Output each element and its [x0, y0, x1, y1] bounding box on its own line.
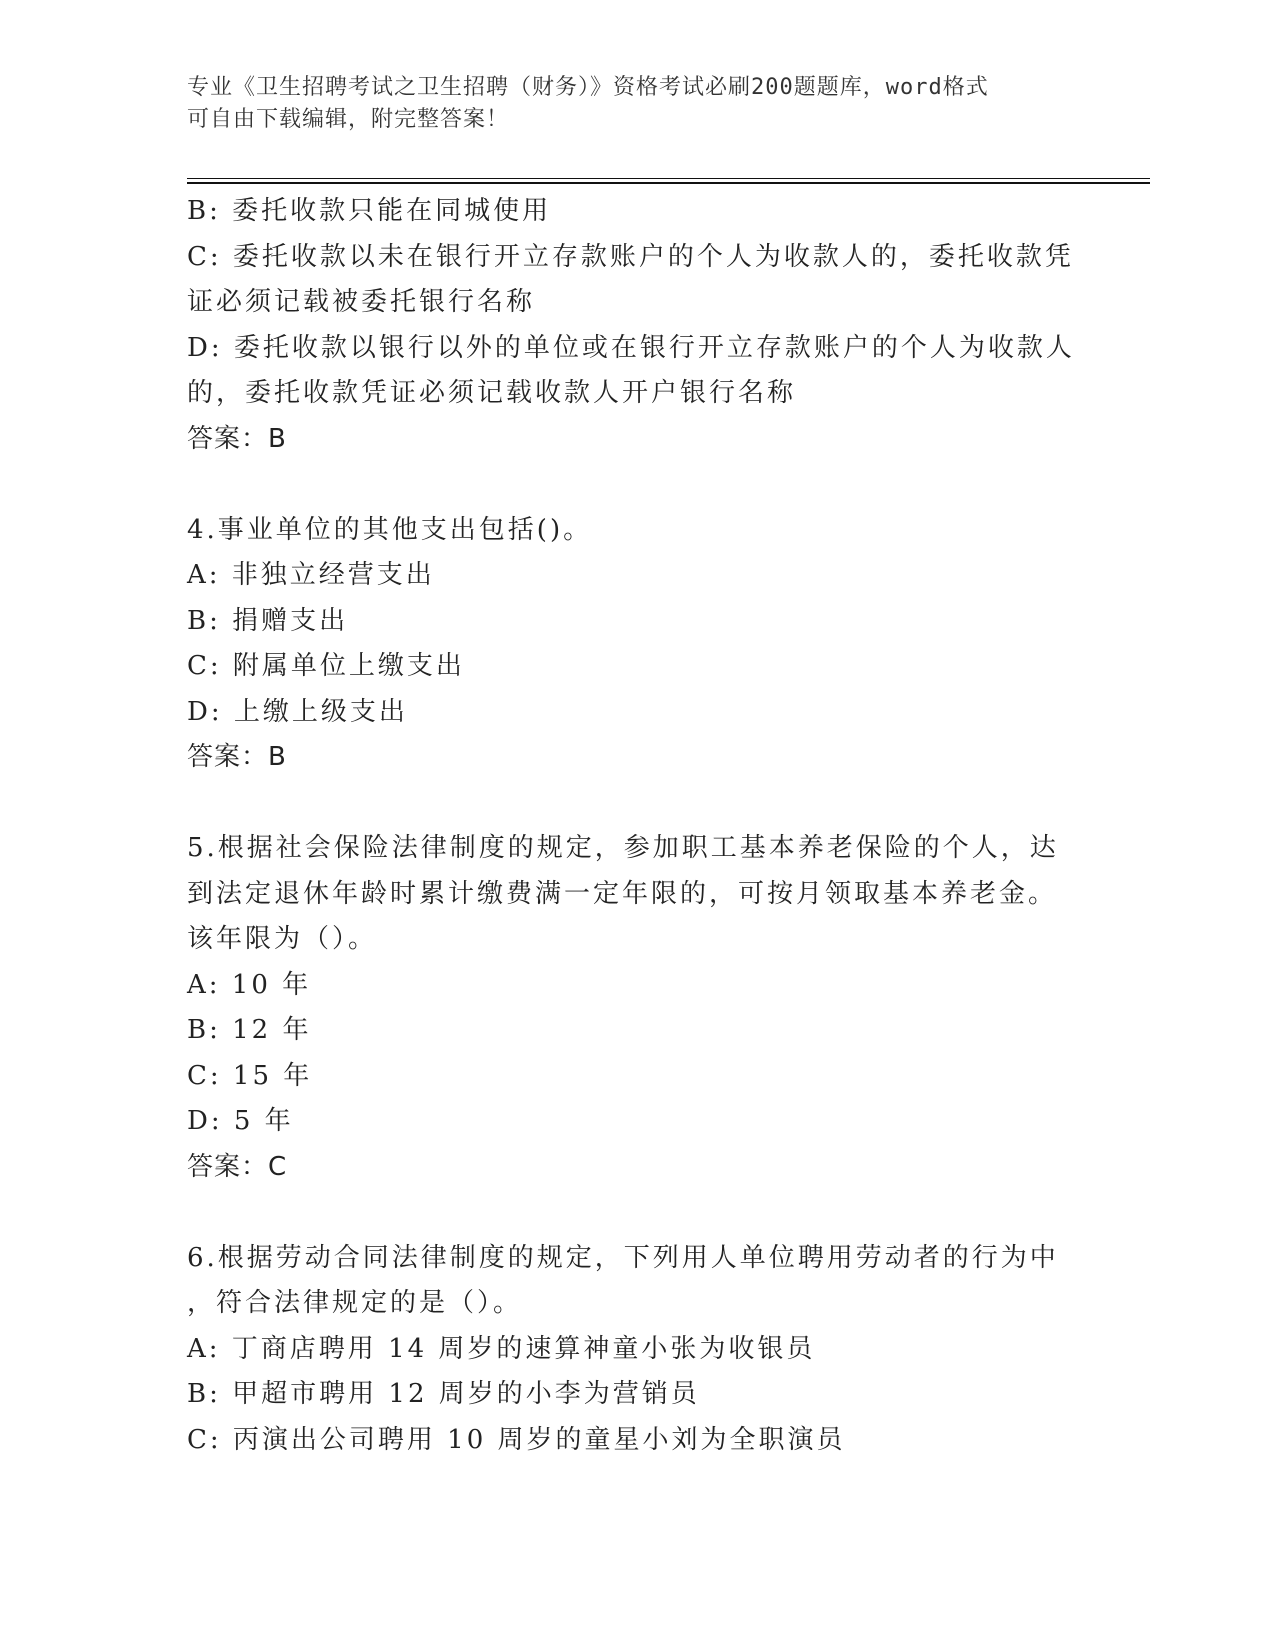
question-6-text-line-1: 6.根据劳动合同法律制度的规定，下列用人单位聘用劳动者的行为中 — [187, 1242, 1059, 1273]
question-4-option-c: C: 附属单位上缴支出 — [187, 651, 465, 681]
question-5-option-c: C: 15 年 — [187, 1060, 313, 1091]
question-3-option-d-line-1: D: 委托收款以银行以外的单位或在银行开立存款账户的个人为收款人 — [187, 332, 1075, 363]
question-6-option-c: C: 丙演出公司聘用 10 周岁的童星小刘为全职演员 — [187, 1424, 846, 1455]
header-divider-thin — [187, 178, 1150, 179]
question-spacer — [187, 781, 1087, 827]
question-3-option-d-line-2: 的，委托收款凭证必须记载收款人开户银行名称 — [187, 378, 797, 408]
question-6-text-line-2: ，符合法律规定的是（）。 — [187, 1288, 523, 1318]
question-3-block — [187, 189, 1087, 462]
question-3-answer: 答案：B — [187, 423, 287, 454]
question-4-option-d: D: 上缴上级支出 — [187, 696, 408, 727]
header-title-line-2: 可自由下载编辑，附完整答案！ — [187, 107, 510, 132]
question-5-option-d: D: 5 年 — [187, 1106, 294, 1136]
question-4-block — [187, 508, 1087, 781]
question-5-option-a: A: 10 年 — [187, 969, 312, 1000]
question-3-option-c-line-1: C: 委托收款以未在银行开立存款账户的个人为收款人的，委托收款凭 — [187, 241, 1074, 272]
question-5-text-line-1: 5.根据社会保险法律制度的规定，参加职工基本养老保险的个人，达 — [187, 833, 1059, 863]
document-header — [187, 72, 1067, 136]
question-6-option-b: B: 甲超市聘用 12 周岁的小李为营销员 — [187, 1379, 700, 1409]
header-divider-thick — [187, 182, 1150, 184]
question-6-option-a: A: 丁商店聘用 14 周岁的速算神童小张为收银员 — [187, 1333, 816, 1364]
question-spacer — [187, 1190, 1087, 1236]
header-title-line-1: 专业《卫生招聘考试之卫生招聘（财务）》资格考试必刷200题题库，word格式 — [187, 75, 989, 100]
question-6-block — [187, 1236, 1087, 1464]
question-4-answer: 答案：B — [187, 742, 287, 772]
question-3-option-c-line-2: 证必须记载被委托银行名称 — [187, 287, 536, 317]
question-5-answer: 答案：C — [187, 1151, 288, 1182]
question-4-text: 4.事业单位的其他支出包括()。 — [187, 514, 593, 545]
question-4-option-a: A: 非独立经营支出 — [187, 560, 435, 590]
question-spacer — [187, 462, 1087, 508]
question-5-option-b: B: 12 年 — [187, 1015, 312, 1045]
question-4-option-b: B: 捐赠支出 — [187, 605, 349, 636]
question-5-text-line-2: 到法定退休年龄时累计缴费满一定年限的，可按月领取基本养老金。 — [187, 878, 1058, 909]
question-5-block — [187, 826, 1087, 1190]
question-5-text-line-3: 该年限为（）。 — [187, 924, 378, 954]
question-content — [187, 189, 1087, 1463]
question-3-option-b: B: 委托收款只能在同城使用 — [187, 196, 552, 226]
